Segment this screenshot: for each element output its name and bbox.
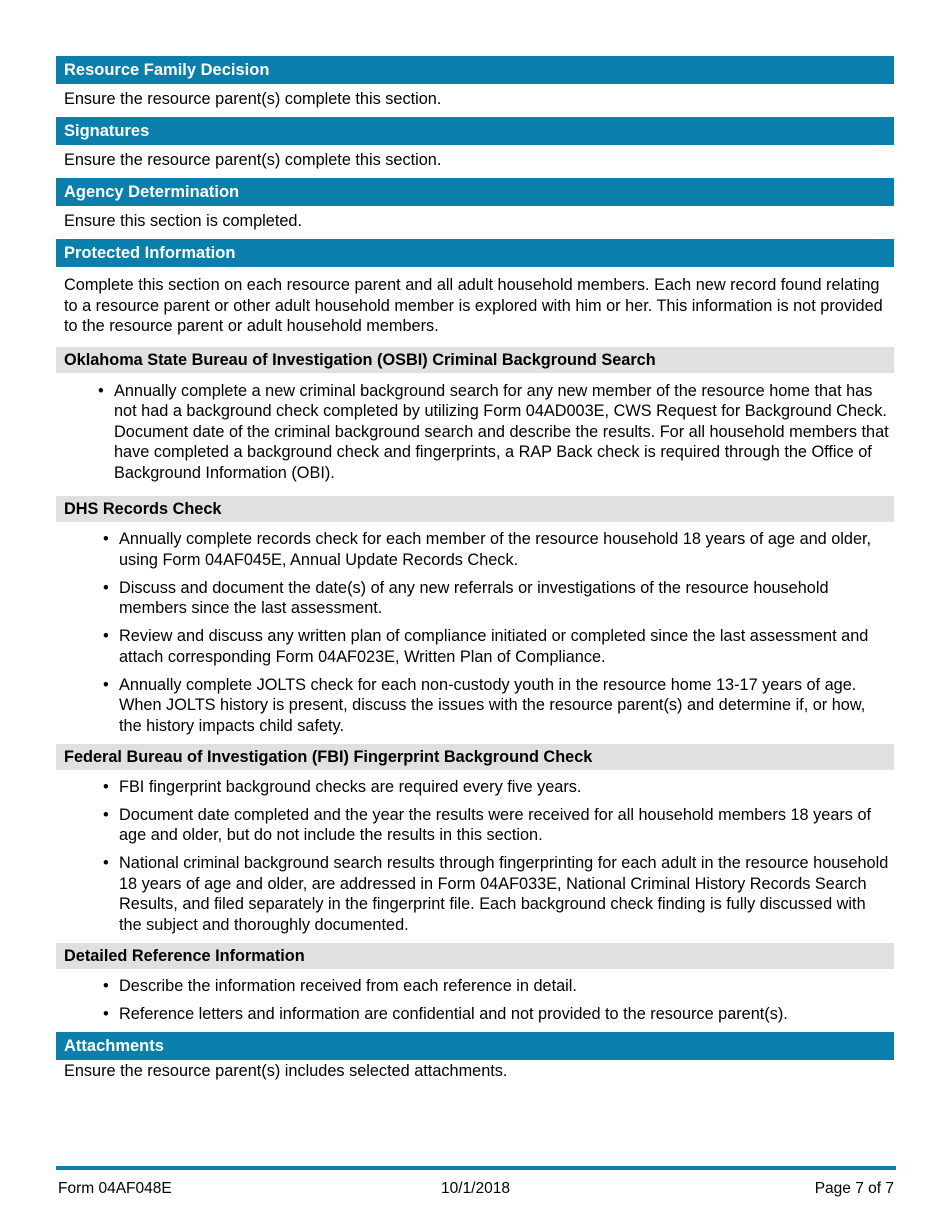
osbi-bullet-list: [56, 381, 894, 484]
agency-determination-text: Ensure this section is completed.: [64, 212, 303, 230]
protected-information-header: Protected Information: [56, 239, 894, 267]
bullet-icon: •: [103, 627, 109, 645]
references-subheader: Detailed Reference Information: [56, 943, 894, 969]
bullet-icon: •: [98, 381, 104, 400]
list-item: [56, 529, 894, 570]
bullet-text: Describe the information received from each reference in detail.: [119, 976, 577, 995]
list-item: [56, 1004, 894, 1025]
list-item: [56, 626, 894, 667]
footer-form-number: Form 04AF048E: [58, 1180, 172, 1197]
bullet-icon: •: [103, 530, 109, 548]
signatures-text: Ensure the resource parent(s) complete this section.: [64, 151, 442, 169]
bullet-icon: •: [103, 976, 109, 995]
bullet-icon: •: [103, 1004, 109, 1023]
bullet-text: Annually complete a new criminal background search for any new member of the resource home that has not had a background check completed by utilizing Form 04AD003E, CWS Request for Background Check. Document date of the criminal background search and describe the results. For all household members that have completed a background check and fingerprints, a RAP Back check is required through the Office of Background Information (OBI).: [114, 381, 889, 482]
footer-page-number: Page 7 of 7: [814, 1180, 894, 1197]
bullet-icon: •: [103, 777, 109, 796]
dhs-records-subheader: DHS Records Check: [56, 496, 894, 522]
footer-date: 10/1/2018: [441, 1180, 510, 1197]
list-item: [56, 853, 894, 935]
bullet-text: Reference letters and information are confidential and not provided to the resource parent(s).: [119, 1004, 788, 1023]
resource-family-decision-header: Resource Family Decision: [56, 56, 894, 84]
attachments-header: Attachments: [56, 1032, 894, 1060]
bullet-icon: •: [103, 805, 109, 824]
bullet-text: FBI fingerprint background checks are required every five years.: [119, 777, 582, 796]
bullet-text: National criminal background search results through fingerprinting for each adult in the resource household 18 years of age and older, are addressed in Form 04AF033E, National Criminal History Records Search Results, and filed separately in the fingerprint file. Each background check finding is fully discussed with the subject and thoroughly documented.: [119, 854, 889, 934]
osbi-subheader: Oklahoma State Bureau of Investigation (OSBI) Criminal Background Search: [56, 347, 894, 373]
bullet-text: Discuss and document the date(s) of any new referrals or investigations of the resource household members since the last assessment.: [119, 578, 829, 617]
footer-divider: [56, 1166, 896, 1170]
fbi-subheader: Federal Bureau of Investigation (FBI) Fingerprint Background Check: [56, 744, 894, 770]
form-page: [56, 56, 894, 1081]
bullet-icon: •: [103, 578, 109, 597]
signatures-header: Signatures: [56, 117, 894, 145]
list-item: [56, 578, 894, 619]
resource-family-decision-text: Ensure the resource parent(s) complete this section.: [64, 90, 442, 108]
list-item: [56, 381, 894, 484]
list-item: [56, 777, 894, 798]
bullet-text: Review and discuss any written plan of compliance initiated or completed since the last assessment and attach corresponding Form 04AF023E, Written Plan of Compliance.: [119, 627, 869, 666]
list-item: [56, 976, 894, 997]
bullet-text: Document date completed and the year the results were received for all household members 18 years of age and older, but do not include the results in this section.: [119, 805, 872, 844]
bullet-icon: •: [103, 675, 109, 694]
dhs-records-bullet-list: [56, 529, 894, 736]
list-item: [56, 805, 894, 846]
list-item: [56, 675, 894, 737]
agency-determination-header: Agency Determination: [56, 178, 894, 206]
references-bullet-list: [56, 976, 894, 1025]
bullet-text: Annually complete records check for each member of the resource household 18 years of age and older, using Form 04AF045E, Annual Update Records Check.: [119, 530, 872, 569]
attachments-text: Ensure the resource parent(s) includes selected attachments.: [64, 1061, 508, 1080]
bullet-icon: •: [103, 854, 109, 872]
bullet-text: Annually complete JOLTS check for each non-custody youth in the resource home 13-17 years of age. When JOLTS history is present, discuss the issues with the resource parent(s) and determine if, or how, the history impacts child safety.: [119, 675, 866, 735]
fbi-bullet-list: [56, 777, 894, 936]
protected-information-text: Complete this section on each resource parent and all adult household members. Each new record found relating to a resource parent or other adult household member is explored with him or her. This information is not provided to the resource parent or adult household members.: [64, 276, 883, 335]
